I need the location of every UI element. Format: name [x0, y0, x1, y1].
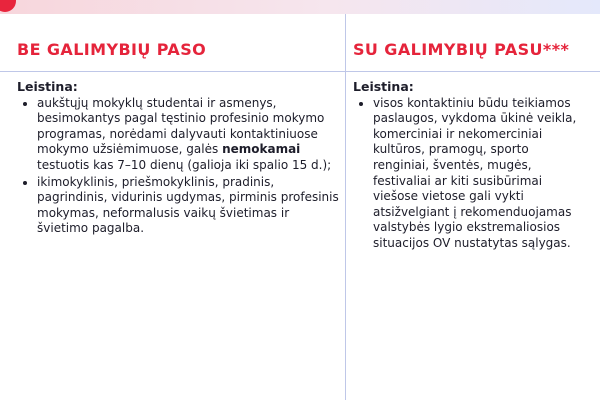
left-list — [17, 96, 342, 237]
item-text: testuotis kas 7–10 dienų (galioja iki spalio 15 d.); — [37, 157, 332, 172]
item-text: aukštųjų mokyklų studentai ir asmenys, besimokantys pagal tęstinio profesinio mokymo programas, norėdami dalyvauti kontaktiniuose mokymo užsiėmimuose, galės — [37, 95, 325, 157]
right-column — [353, 79, 588, 253]
top-banner — [0, 0, 600, 14]
left-column-title: BE GALIMYBIŲ PASO — [17, 40, 207, 59]
left-allowed-label: Leistina: — [17, 79, 78, 94]
list-item — [373, 96, 588, 252]
right-column-title: SU GALIMYBIŲ PASU*** — [353, 40, 570, 59]
item-bold-text: nemokamai — [222, 142, 301, 157]
list-item — [37, 96, 342, 174]
header-divider — [0, 71, 600, 72]
item-text: ikimokyklinis, priešmokyklinis, pradinis, pagrindinis, vidurinis ugdymas, pirminis profesinis mokymas, neformalusis vaikų švietimas ir švietimo pagalba. — [37, 174, 339, 236]
right-list — [353, 96, 588, 252]
item-text: visos kontaktiniu būdu teikiamos paslaugos, vykdoma ūkinė veikla, komerciniai ir nekomerciniai kultūros, pramogų, sporto renginiai, šventės, mugės, festivaliai ar kiti susibūrimai viešose vietose gali vykti atsižvelgiant į rekomenduojamas valstybės lygio ekstremaliosios situacijos OV nustatytas sąlygas. — [373, 95, 577, 250]
left-column — [17, 79, 342, 238]
right-allowed-label: Leistina: — [353, 79, 414, 94]
list-item — [37, 175, 342, 237]
